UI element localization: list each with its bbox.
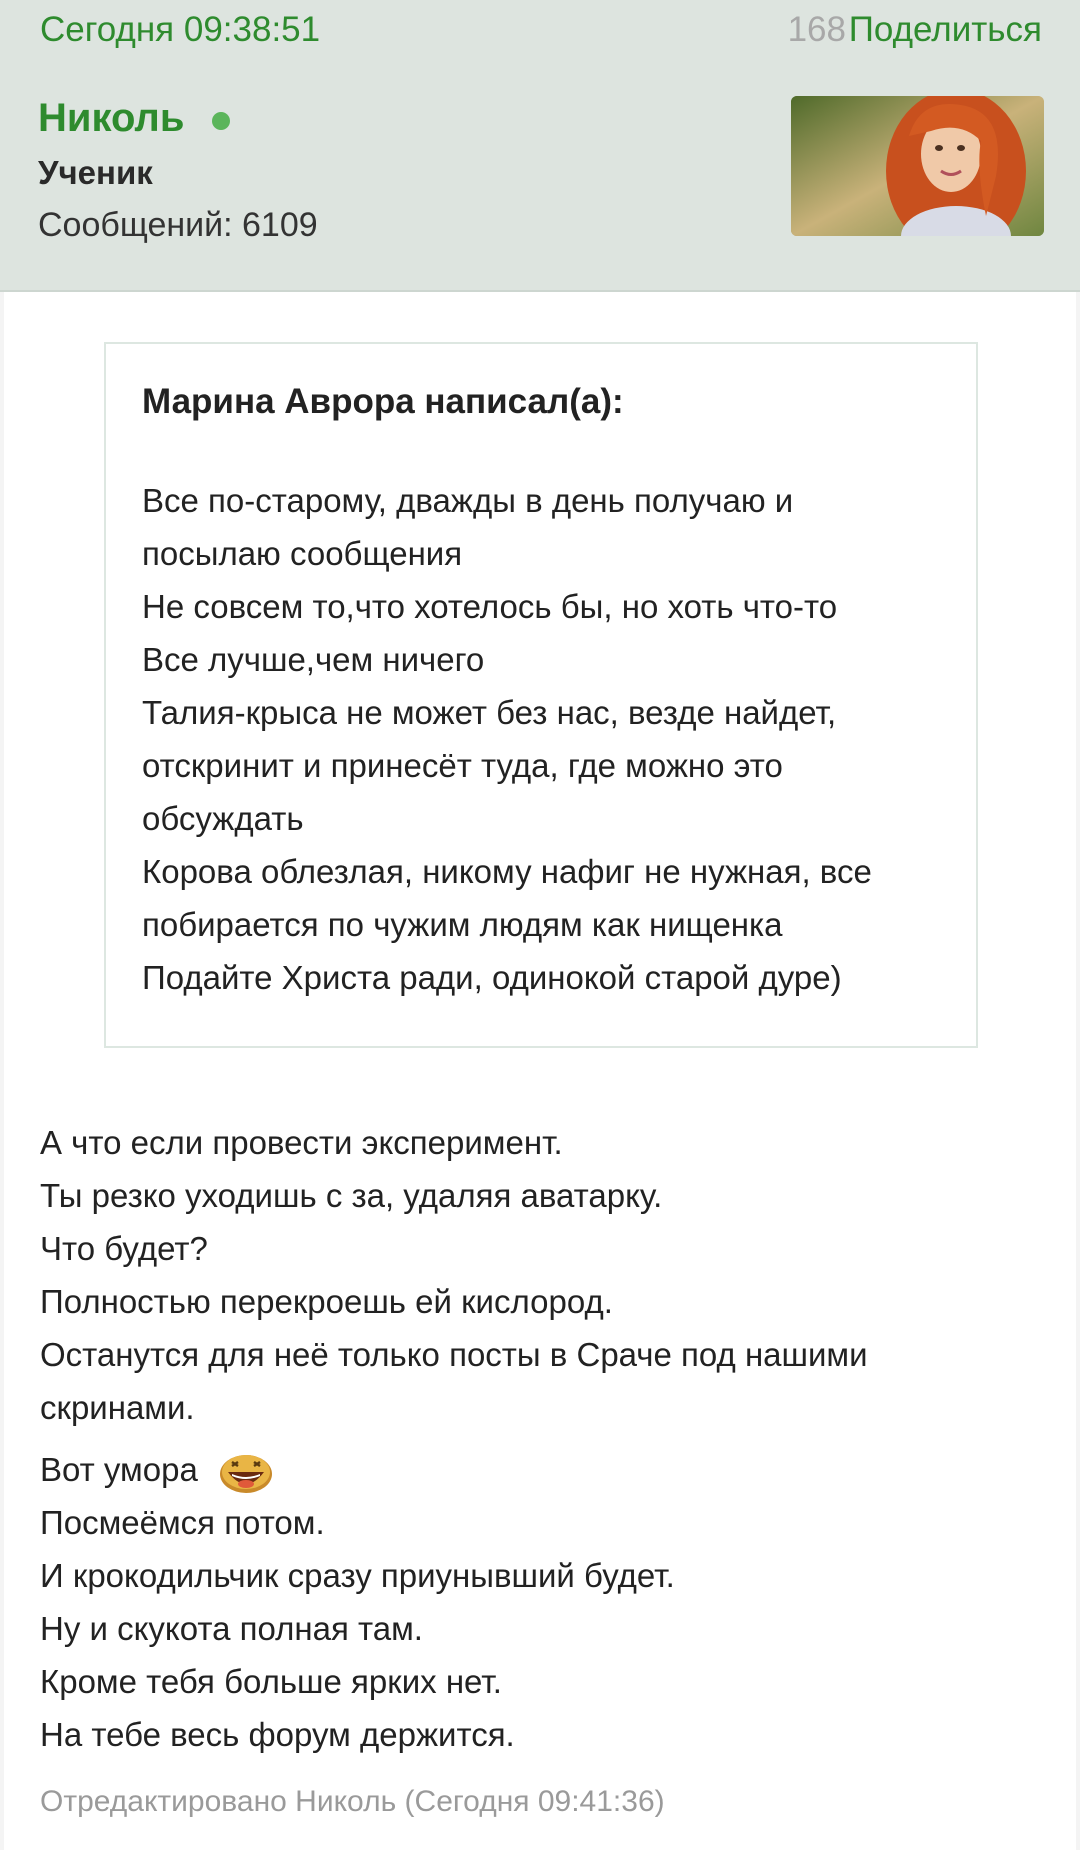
body-line: Ты резко уходишь с за, удаляя аватарку. xyxy=(40,1177,663,1214)
author-post-count: Сообщений: 6109 xyxy=(38,206,318,244)
body-line: Посмеёмся потом. xyxy=(40,1504,325,1541)
online-status-icon xyxy=(212,112,230,130)
body-line: Вот умора xyxy=(40,1451,198,1488)
edited-note: Отредактировано Николь (Сегодня 09:41:36) xyxy=(40,1785,665,1818)
post-number: 168 xyxy=(787,10,846,49)
quote-line: Подайте Христа ради, одинокой старой дуре) xyxy=(142,959,842,996)
post-timestamp-link[interactable]: Сегодня 09:38:51 xyxy=(40,10,321,49)
author-rank: Ученик xyxy=(38,154,153,191)
laughing-smiley-icon xyxy=(218,1450,274,1494)
quote-line: побирается по чужим людям как нищенка xyxy=(142,906,783,943)
author-name-link[interactable]: Николь xyxy=(38,96,185,140)
author-block xyxy=(0,62,1080,292)
quote-line: отскринит и принесёт туда, где можно это xyxy=(142,747,783,784)
body-line: Ну и скукота полная там. xyxy=(40,1610,423,1647)
user-photo-icon xyxy=(791,96,1044,236)
author-avatar[interactable] xyxy=(791,96,1044,236)
quote-line: Не совсем то,что хотелось бы, но хоть что-то xyxy=(142,588,838,625)
quote-line: Талия-крыса не может без нас, везде найдет, xyxy=(142,694,837,731)
body-line: А что если провести эксперимент. xyxy=(40,1124,563,1161)
body-line: На тебе весь форум держится. xyxy=(40,1716,515,1753)
body-line: И крокодильчик сразу приунывший будет. xyxy=(40,1557,675,1594)
quote-line: посылаю сообщения xyxy=(142,535,463,572)
body-line: Кроме тебя больше ярких нет. xyxy=(40,1663,502,1700)
quote-text xyxy=(142,474,942,1004)
body-line: Что будет? xyxy=(40,1230,208,1267)
body-line-with-smiley xyxy=(40,1443,1040,1496)
body-line: Останутся для неё только посты в Сраче под нашими xyxy=(40,1336,868,1373)
body-line: Полностью перекроешь ей кислород. xyxy=(40,1283,613,1320)
post-body-text xyxy=(40,1116,1040,1761)
quote-block xyxy=(104,342,978,1048)
quote-line: обсуждать xyxy=(142,800,304,837)
quote-line: Корова облезлая, никому нафиг не нужная, все xyxy=(142,853,872,890)
quote-line: Все по-старому, дважды в день получаю и xyxy=(142,482,794,519)
share-link[interactable]: Поделиться xyxy=(848,10,1042,49)
quote-author-header: Марина Аврора написал(а): xyxy=(142,382,624,421)
post-meta-row xyxy=(0,0,1080,62)
post-content xyxy=(4,292,1076,1850)
quote-line: Все лучше,чем ничего xyxy=(142,641,485,678)
body-line: скринами. xyxy=(40,1389,195,1426)
